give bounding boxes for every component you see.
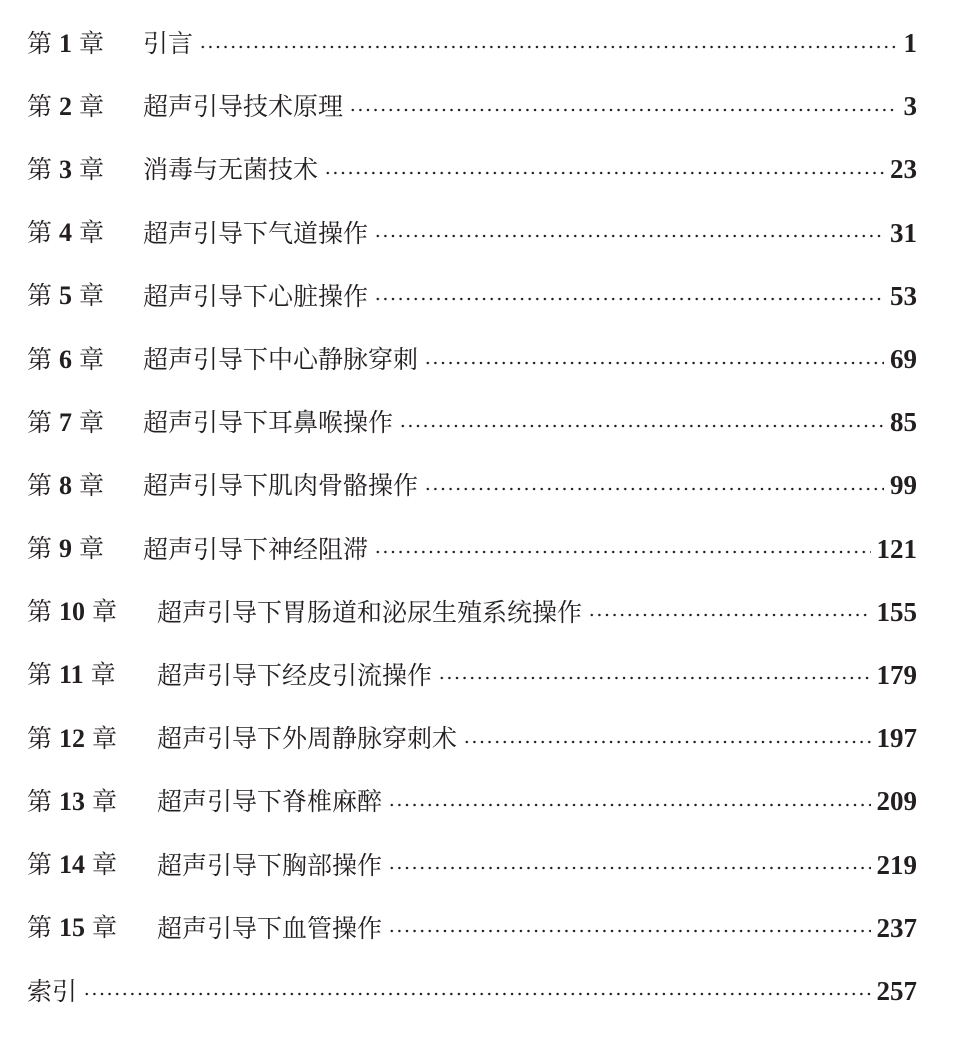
chapter-label	[27, 723, 157, 753]
dot-leader	[388, 866, 870, 870]
toc-entry-chapter-12[interactable]	[27, 707, 917, 770]
chapter-title: 消毒与无菌技术	[143, 155, 319, 185]
page-number: 1	[903, 28, 917, 59]
page-number: 85	[890, 407, 917, 438]
page-number: 53	[890, 280, 917, 311]
chapter-number: 8	[59, 470, 73, 500]
chapter-suffix: 章	[79, 91, 105, 121]
chapter-title: 超声引导下肌肉骨骼操作	[143, 471, 419, 501]
chapter-suffix: 章	[92, 723, 118, 753]
chapter-title: 超声引导下中心静脉穿刺	[143, 345, 419, 375]
chapter-label	[27, 344, 143, 374]
chapter-number: 1	[59, 28, 73, 58]
page-number: 179	[876, 659, 917, 690]
chapter-prefix: 第	[27, 470, 53, 500]
chapter-title: 引言	[143, 29, 194, 59]
toc-entry-chapter-15[interactable]	[27, 897, 917, 960]
chapter-title: 超声引导下耳鼻喉操作	[143, 408, 394, 438]
dot-leader	[349, 108, 897, 112]
chapter-suffix: 章	[79, 344, 105, 374]
chapter-number: 4	[59, 218, 73, 248]
toc-entry-chapter-11[interactable]	[27, 644, 917, 707]
page-number: 219	[876, 849, 917, 880]
toc-entry-chapter-5[interactable]	[27, 265, 917, 328]
toc-entry-chapter-9[interactable]	[27, 518, 917, 581]
dot-leader	[83, 992, 870, 996]
chapter-suffix: 章	[79, 281, 105, 311]
chapter-prefix: 第	[27, 281, 53, 311]
chapter-label	[27, 662, 157, 688]
chapter-title: 超声引导下外周静脉穿刺术	[157, 724, 458, 754]
chapter-title: 超声引导下经皮引流操作	[157, 660, 433, 690]
dot-leader	[424, 361, 884, 365]
chapter-label	[27, 407, 143, 437]
chapter-number: 10	[59, 597, 86, 627]
chapter-prefix: 第	[27, 534, 53, 564]
chapter-label	[27, 220, 143, 246]
chapter-prefix: 第	[27, 850, 53, 880]
chapter-number: 3	[59, 154, 73, 184]
toc-entry-chapter-10[interactable]	[27, 581, 917, 644]
page-number: 257	[876, 975, 917, 1006]
page-number: 209	[876, 786, 917, 817]
chapter-title: 超声引导下胃肠道和泌尿生殖系统操作	[157, 597, 583, 627]
page-number: 121	[876, 533, 917, 564]
chapter-title: 超声引导技术原理	[143, 92, 344, 122]
toc-entry-chapter-14[interactable]	[27, 833, 917, 896]
chapter-prefix: 第	[27, 154, 53, 184]
dot-leader	[324, 171, 884, 175]
chapter-number: 7	[59, 407, 73, 437]
chapter-prefix: 第	[27, 28, 53, 58]
chapter-label	[27, 786, 157, 816]
chapter-number: 15	[59, 913, 86, 943]
chapter-label	[27, 154, 143, 184]
chapter-prefix: 第	[27, 660, 53, 690]
chapter-label	[27, 915, 157, 941]
page-number: 99	[890, 470, 917, 501]
dot-leader	[424, 487, 884, 491]
chapter-label	[27, 283, 143, 309]
chapter-title: 超声引导下心脏操作	[143, 281, 369, 311]
dot-leader	[399, 424, 884, 428]
chapter-prefix: 第	[27, 407, 53, 437]
chapter-number: 14	[59, 850, 86, 880]
chapter-prefix: 第	[27, 597, 53, 627]
chapter-suffix: 章	[90, 660, 116, 690]
chapter-title: 超声引导下胸部操作	[157, 850, 383, 880]
chapter-label	[27, 91, 143, 121]
chapter-number: 12	[59, 723, 86, 753]
toc-entry-chapter-4[interactable]	[27, 202, 917, 265]
page-number: 3	[903, 91, 917, 122]
toc-entry-chapter-6[interactable]	[27, 328, 917, 391]
chapter-suffix: 章	[92, 913, 118, 943]
chapter-suffix: 章	[92, 850, 118, 880]
page-number: 197	[876, 723, 917, 754]
chapter-suffix: 章	[92, 597, 118, 627]
table-of-contents	[27, 12, 917, 1023]
chapter-number: 6	[59, 344, 73, 374]
chapter-suffix: 章	[79, 534, 105, 564]
chapter-label	[27, 599, 157, 625]
chapter-prefix: 第	[27, 218, 53, 248]
chapter-number: 9	[59, 534, 73, 564]
chapter-number: 5	[59, 281, 73, 311]
chapter-prefix: 第	[27, 723, 53, 753]
chapter-suffix: 章	[79, 407, 105, 437]
chapter-title: 超声引导下血管操作	[157, 913, 383, 943]
chapter-suffix: 章	[92, 786, 118, 816]
dot-leader	[438, 676, 870, 680]
dot-leader	[463, 740, 870, 744]
dot-leader	[388, 929, 870, 933]
page-number: 237	[876, 912, 917, 943]
chapter-title: 超声引导下气道操作	[143, 218, 369, 248]
dot-leader	[199, 45, 897, 49]
chapter-suffix: 章	[79, 28, 105, 58]
dot-leader	[588, 613, 870, 617]
chapter-number: 2	[59, 91, 73, 121]
toc-entry-chapter-8[interactable]	[27, 454, 917, 517]
chapter-title: 超声引导下神经阻滞	[143, 534, 369, 564]
chapter-label	[27, 536, 143, 562]
chapter-label	[27, 852, 157, 878]
toc-entry-chapter-2[interactable]	[27, 75, 917, 138]
toc-entry-chapter-13[interactable]	[27, 770, 917, 833]
chapter-title: 超声引导下脊椎麻醉	[157, 787, 383, 817]
chapter-suffix: 章	[79, 218, 105, 248]
page-number: 31	[890, 217, 917, 248]
dot-leader	[374, 297, 884, 301]
chapter-prefix: 第	[27, 913, 53, 943]
chapter-label	[27, 28, 143, 58]
chapter-number: 13	[59, 786, 86, 816]
dot-leader	[374, 550, 870, 554]
toc-entry-chapter-3[interactable]	[27, 138, 917, 201]
page-number: 23	[890, 154, 917, 185]
chapter-suffix: 章	[79, 154, 105, 184]
chapter-prefix: 第	[27, 91, 53, 121]
chapter-label	[27, 470, 143, 500]
chapter-number: 11	[59, 660, 84, 690]
dot-leader	[374, 234, 884, 238]
page-number: 69	[890, 344, 917, 375]
toc-entry-chapter-1[interactable]	[27, 12, 917, 75]
toc-entry-index[interactable]	[27, 960, 917, 1023]
dot-leader	[388, 803, 870, 807]
page-number: 155	[876, 596, 917, 627]
toc-entry-chapter-7[interactable]	[27, 391, 917, 454]
index-title: 索引	[27, 976, 78, 1006]
chapter-prefix: 第	[27, 344, 53, 374]
chapter-suffix: 章	[79, 470, 105, 500]
chapter-prefix: 第	[27, 786, 53, 816]
